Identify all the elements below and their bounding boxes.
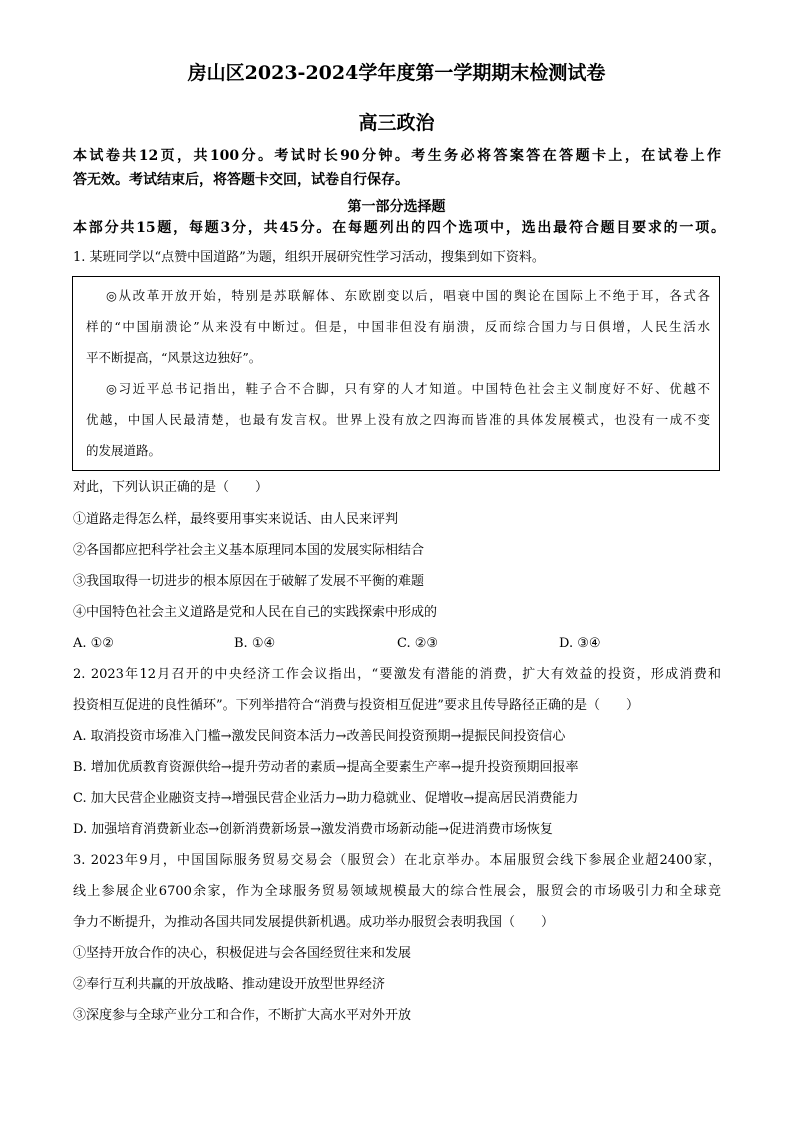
intro-line: 本试卷共12页，共100分。考试时长90分钟。考生务必将答案答在答题卡上，在试卷上作 xyxy=(73,148,721,164)
q1-stem: 1. 某班同学以“点赞中国道路”为题，组织开展研究性学习活动，搜集到如下资料。 xyxy=(73,250,545,265)
q1-option-a: A. ①② xyxy=(73,636,114,651)
part-title: 第一部分选择题 xyxy=(347,199,446,215)
q3-item: ②奉行互利共赢的开放战略、推动建设开放型世界经济 xyxy=(73,977,386,992)
q2-stem: 投资相互促进的良性循环”。下列举措符合“消费与投资相互促进”要求且传导路径正确的是（ ） xyxy=(73,698,639,713)
material-line: 优越，中国人民最清楚，也最有发言权。世界上没有放之四海而皆准的具体发展模式，也没有一成不变 xyxy=(86,412,710,427)
q1-item: ③我国取得一切进步的根本原因在于破解了发展不平衡的难题 xyxy=(73,574,425,589)
q1-item: ④中国特色社会主义道路是党和人民在自己的实践探索中形成的 xyxy=(73,605,438,620)
material-line: 平不断提高，“风景这边独好”。 xyxy=(86,350,262,365)
material-line: ◎从改革开放开始，特别是苏联解体、东欧剧变以后，唱衰中国的舆论在国际上不绝于耳，各式各 xyxy=(106,288,710,303)
q2-option-d: D. 加强培育消费新业态→创新消费新场景→激发消费市场新动能→促进消费市场恢复 xyxy=(73,822,553,837)
q3-item: ①坚持开放合作的决心，积极促进与会各国经贸往来和发展 xyxy=(73,946,412,961)
q1-option-c: C. ②③ xyxy=(397,636,439,651)
q2-option-b: B. 增加优质教育资源供给→提升劳动者的素质→提高全要素生产率→提升投资预期回报率 xyxy=(73,760,579,775)
q2-stem: 2. 2023年12月召开的中央经济工作会议指出，“要激发有潜能的消费，扩大有效益的投资，形成消费和 xyxy=(73,667,721,682)
q3-item: ③深度参与全球产业分工和合作，不断扩大高水平对外开放 xyxy=(73,1008,412,1023)
exam-title: 房山区2023-2024学年度第一学期期末检测试卷 xyxy=(187,62,606,84)
material-line: 样的“中国崩溃论”从来没有中断过。但是，中国非但没有崩溃，反而综合国力与日俱增，人民生活水 xyxy=(86,319,710,334)
q2-option-a: A. 取消投资市场准入门槛→激发民间资本活力→改善民间投资预期→提振民间投资信心 xyxy=(73,729,566,744)
q1-option-d: D. ③④ xyxy=(559,636,601,651)
q1-material-box xyxy=(72,276,720,471)
material-line: 的发展道路。 xyxy=(86,443,162,458)
q1-item: ②各国都应把科学社会主义基本原理同本国的发展实际相结合 xyxy=(73,543,425,558)
q3-stem: 3. 2023年9月，中国国际服务贸易交易会（服贸会）在北京举办。本届服贸会线下参展企业超2400家， xyxy=(73,853,721,868)
q3-stem: 线上参展企业6700余家，作为全球服务贸易领域规模最大的综合性展会，服贸会的市场吸引力和全球竞 xyxy=(73,884,721,899)
q2-option-c: C. 加大民营企业融资支持→增强民营企业活力→助力稳就业、促增收→提高居民消费能力 xyxy=(73,791,579,806)
exam-subtitle: 高三政治 xyxy=(358,112,435,134)
part-description: 本部分共15题，每题3分，共45分。在每题列出的四个选项中，选出最符合题目要求的一项。 xyxy=(73,220,725,236)
q1-item: ①道路走得怎么样，最终要用事实来说话、由人民来评判 xyxy=(73,512,399,527)
q1-option-b: B. ①④ xyxy=(234,636,276,651)
material-line: ◎习近平总书记指出，鞋子合不合脚，只有穿的人才知道。中国特色社会主义制度好不好、优越不 xyxy=(106,381,710,396)
q1-question: 对此，下列认识正确的是（ ） xyxy=(73,480,269,495)
q3-stem: 争力不断提升，为推动各国共同发展提供新机遇。成功举办服贸会表明我国（ ） xyxy=(73,915,555,930)
intro-line: 答无效。考试结束后，将答题卡交回，试卷自行保存。 xyxy=(73,172,409,188)
